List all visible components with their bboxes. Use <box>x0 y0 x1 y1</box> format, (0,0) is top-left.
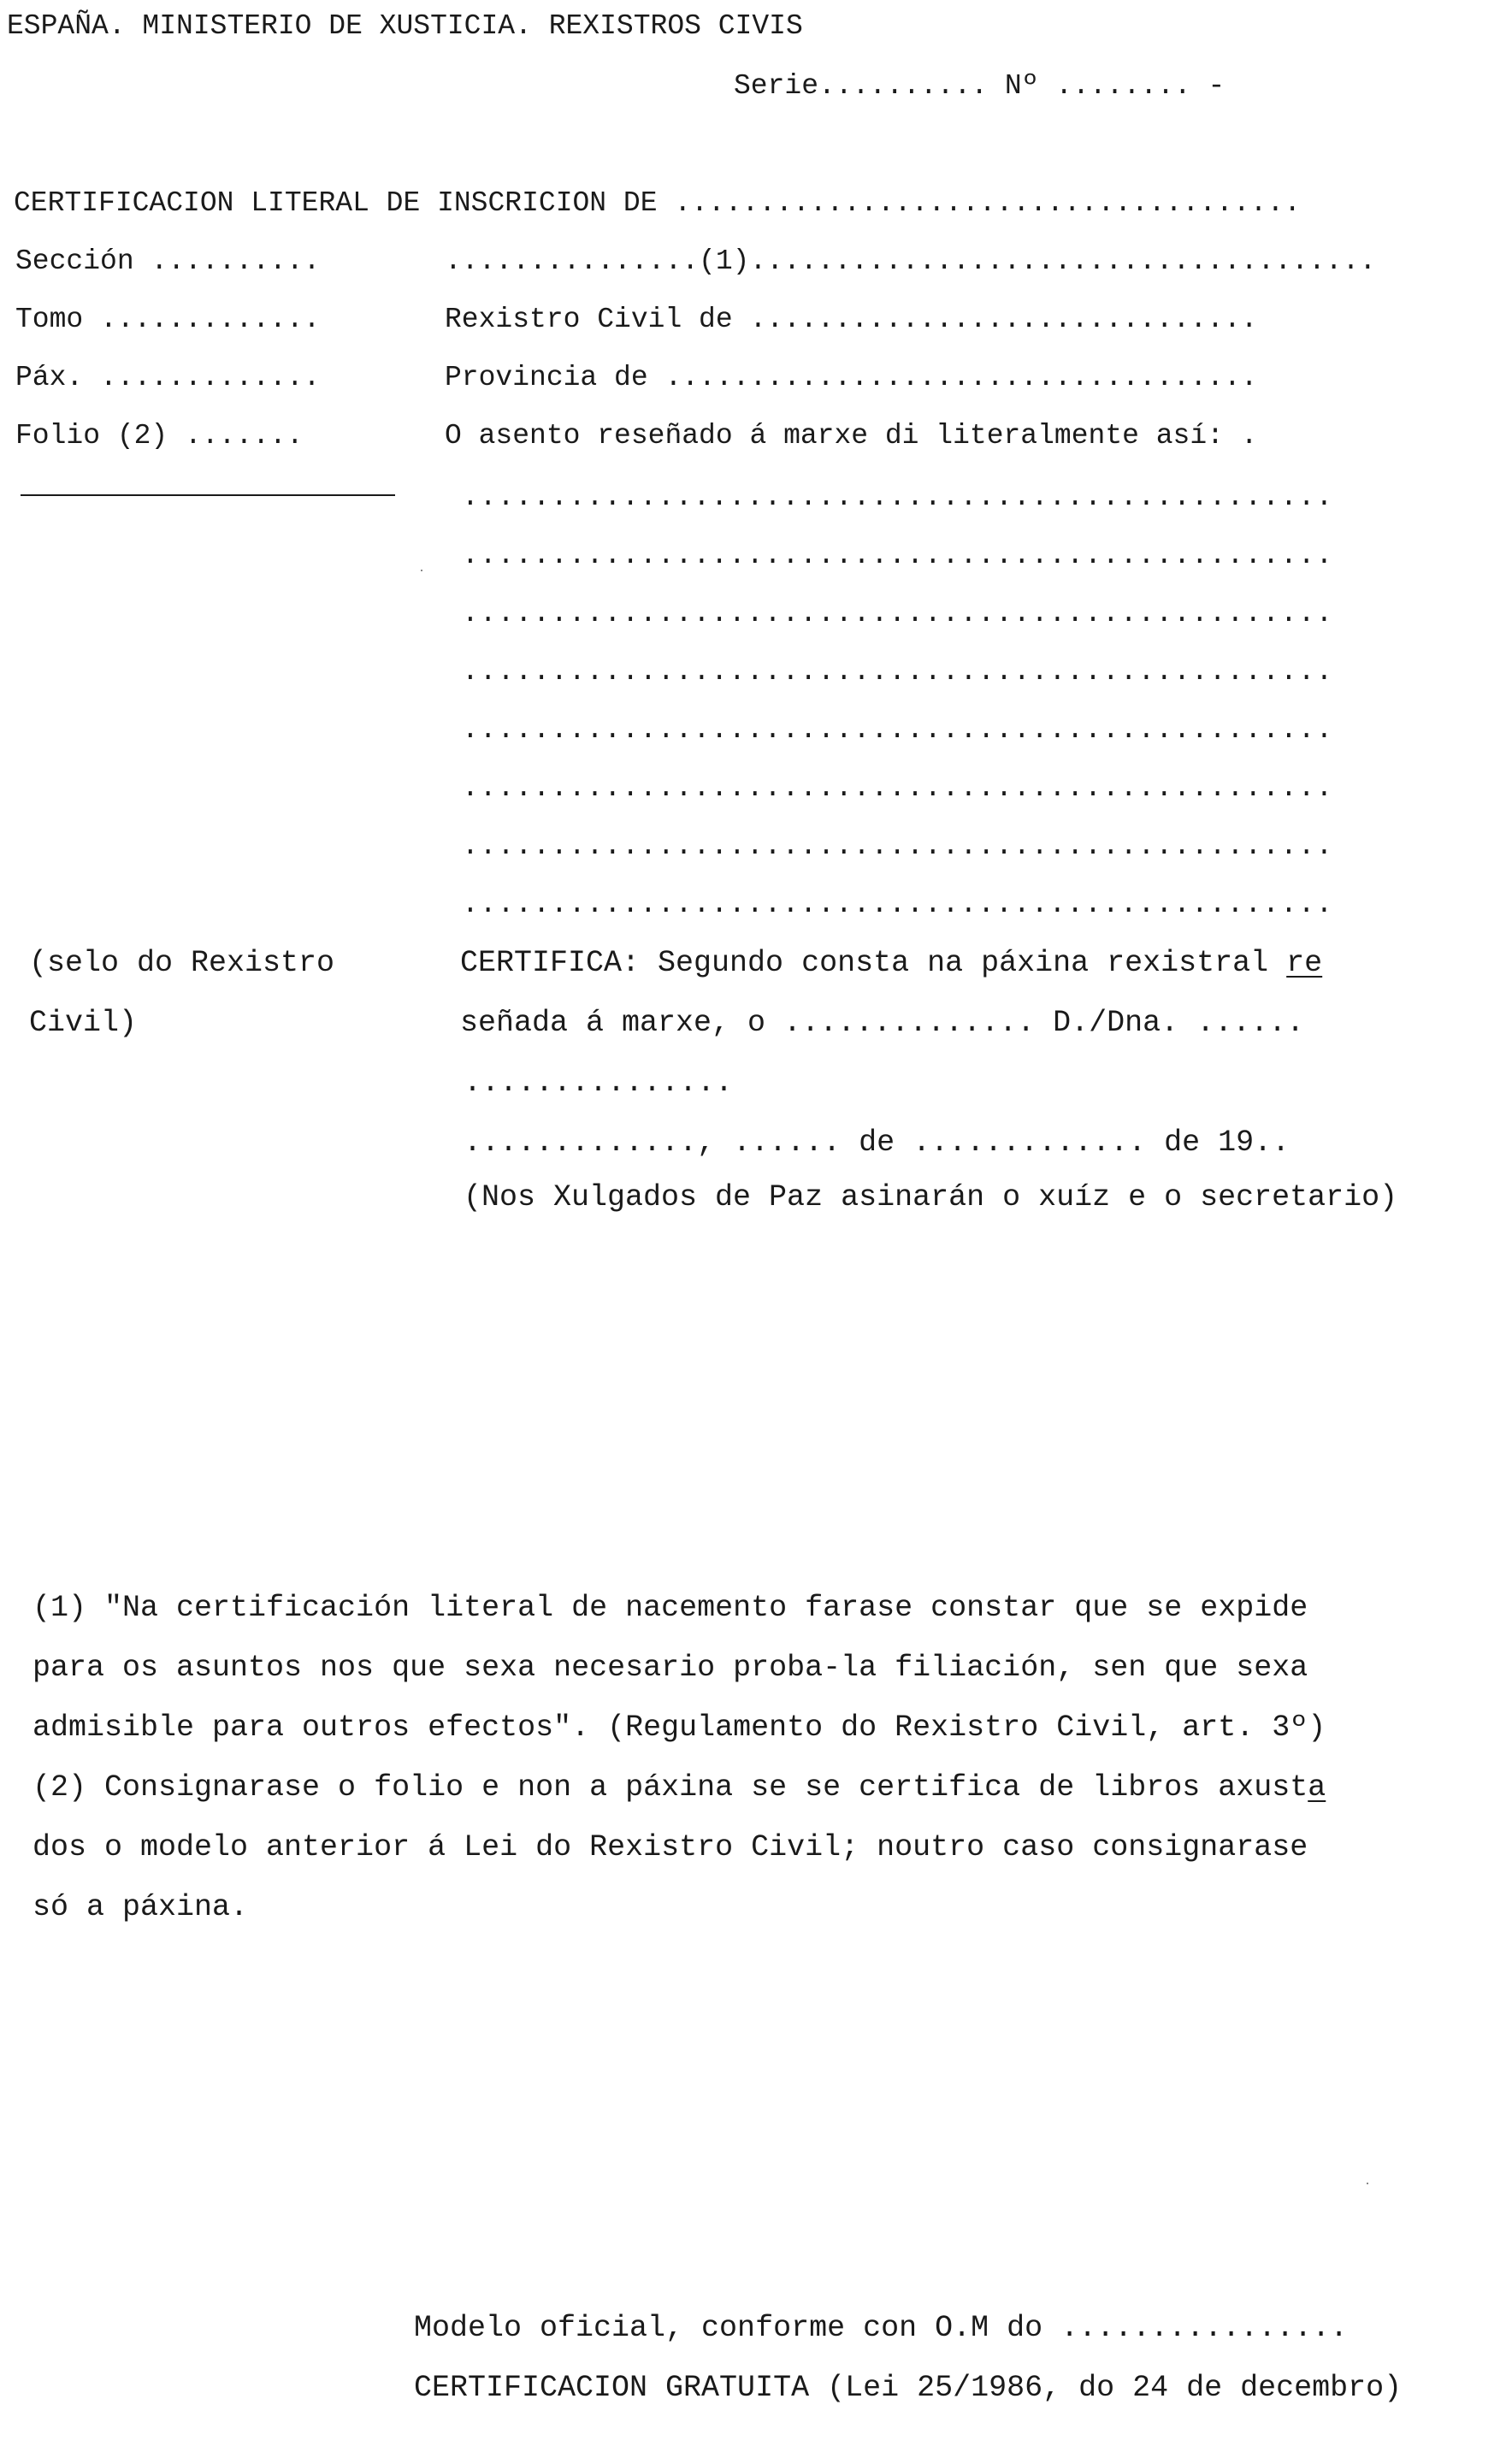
certifica-date-field: ............., ...... de ............. de 19.. <box>464 1126 1291 1160</box>
folio-label: Folio (2) ....... <box>15 420 304 452</box>
serie-number-field: Serie.......... Nº ........ - <box>734 70 1226 102</box>
provincia-field: Provincia de ................................... <box>445 362 1258 393</box>
transcription-line: ................................................. <box>462 656 1334 688</box>
seccion-label: Sección .......... <box>15 245 321 277</box>
certifica-text-hyphen: re <box>1286 946 1323 980</box>
certifica-statement <box>460 948 1322 978</box>
transcription-line: ................................................. <box>462 830 1334 862</box>
certification-heading: CERTIFICACION LITERAL DE INSCRICION DE ..................................... <box>14 187 1302 219</box>
transcription-line: ................................................. <box>462 482 1334 513</box>
transcription-line: ................................................. <box>462 772 1334 804</box>
transcription-line: ................................................. <box>462 714 1334 746</box>
free-certification-line: CERTIFICACION GRATUITA (Lei 25/1986, do 24 de decembro) <box>414 2371 1403 2405</box>
official-model-line: Modelo oficial, conforme con O.M do ................ <box>414 2311 1349 2345</box>
scan-speck <box>421 570 422 571</box>
rexistro-civil-field: Rexistro Civil de .............................. <box>445 304 1258 335</box>
seal-label: (selo do Rexistro <box>29 946 335 980</box>
footnote-1-continued: admisible para outros efectos". (Regulamento do Rexistro Civil, art. 3º) <box>32 1710 1326 1745</box>
pax-label: Páx. ............. <box>15 362 321 393</box>
tomo-label: Tomo ............. <box>15 304 321 335</box>
certifica-continued: señada á marxe, o .............. D./Dna. ...... <box>460 1006 1305 1040</box>
seccion-field: ...............(1)..................................... <box>445 245 1377 277</box>
certifica-name-field: ............... <box>464 1066 734 1100</box>
footnote-2-text: (2) Consignarase o folio e non a páxina se se certifica de libros axust <box>32 1770 1308 1805</box>
transcription-line: ................................................. <box>462 889 1334 920</box>
footnote-1-continued: para os asuntos nos que sexa necesario proba-la filiación, sen que sexa <box>32 1651 1308 1685</box>
scan-speck <box>1367 2183 1368 2184</box>
folio-separator-line <box>21 494 395 496</box>
footnote-2-continued: dos o modelo anterior á Lei do Rexistro Civil; noutro caso consignarase <box>32 1830 1308 1864</box>
footnote-2-hyphen: a <box>1308 1770 1326 1805</box>
footnote-1: (1) "Na certificación literal de nacemento farase constar que se expide <box>32 1591 1308 1625</box>
footnote-2-continued: só a páxina. <box>32 1890 249 1924</box>
page-title: ESPAÑA. MINISTERIO DE XUSTICIA. REXISTROS CIVIS <box>7 10 803 42</box>
footnote-2 <box>32 1770 1326 1805</box>
signature-note: (Nos Xulgados de Paz asinarán o xuíz e o secretario) <box>464 1180 1398 1214</box>
transcription-line: ................................................. <box>462 598 1334 629</box>
asento-statement: O asento reseñado á marxe di literalmente así: . <box>445 420 1258 452</box>
transcription-line: ................................................. <box>462 540 1334 571</box>
certifica-text: CERTIFICA: Segundo consta na páxina rexistral <box>460 946 1287 980</box>
seal-label-continued: Civil) <box>29 1006 138 1040</box>
